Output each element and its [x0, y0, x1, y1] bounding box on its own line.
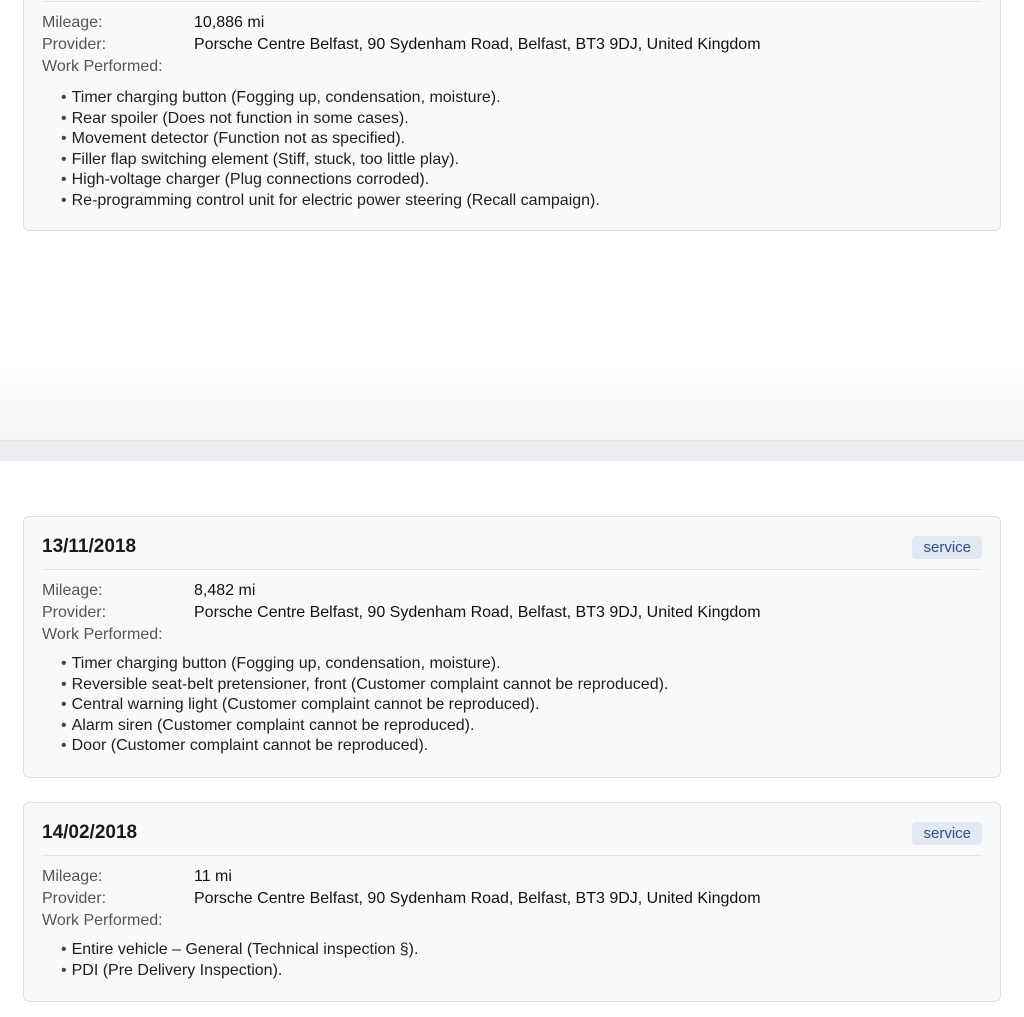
provider-value: Porsche Centre Belfast, 90 Sydenham Road, Belfast, BT3 9DJ, United Kingdom	[194, 604, 761, 621]
work-list	[61, 88, 600, 211]
work-list	[61, 940, 418, 981]
work-performed-label: Work Performed:	[42, 58, 163, 75]
record-date: 14/02/2018	[42, 822, 138, 843]
work-item: • Door (Customer complaint cannot be reproduced).	[61, 736, 668, 757]
work-item: • Central warning light (Customer complaint cannot be reproduced).	[61, 695, 668, 716]
record-type-badge: service	[912, 822, 982, 845]
card-header	[42, 517, 982, 570]
provider-label: Provider:	[42, 36, 107, 53]
service-record-card	[23, 0, 1001, 231]
provider-label: Provider:	[42, 890, 107, 907]
work-item: • Entire vehicle – General (Technical inspection §).	[61, 940, 418, 961]
record-type-badge: service	[912, 536, 982, 559]
work-item: • Timer charging button (Fogging up, condensation, moisture).	[61, 654, 668, 675]
mileage-label: Mileage:	[42, 14, 103, 31]
work-item: • Timer charging button (Fogging up, condensation, moisture).	[61, 88, 600, 109]
service-record-card	[23, 516, 1001, 778]
work-item: • Rear spoiler (Does not function in some cases).	[61, 109, 600, 130]
section-divider	[0, 440, 1024, 461]
mileage-value: 10,886 mi	[194, 14, 265, 31]
provider-value: Porsche Centre Belfast, 90 Sydenham Road, Belfast, BT3 9DJ, United Kingdom	[194, 890, 761, 907]
mileage-value: 11 mi	[194, 868, 232, 885]
work-item: • Alarm siren (Customer complaint cannot be reproduced).	[61, 716, 668, 737]
work-item: • Movement detector (Function not as specified).	[61, 129, 600, 150]
provider-value: Porsche Centre Belfast, 90 Sydenham Road, Belfast, BT3 9DJ, United Kingdom	[194, 36, 761, 53]
work-item: • PDI (Pre Delivery Inspection).	[61, 961, 418, 982]
work-performed-label: Work Performed:	[42, 626, 163, 643]
provider-label: Provider:	[42, 604, 107, 621]
work-list	[61, 654, 668, 757]
page-gap	[0, 232, 1024, 442]
work-item: • Re-programming control unit for electric power steering (Recall campaign).	[61, 191, 600, 212]
card-header-divider	[42, 1, 982, 2]
work-performed-label: Work Performed:	[42, 912, 163, 929]
record-date: 13/11/2018	[42, 536, 137, 557]
mileage-label: Mileage:	[42, 868, 103, 885]
work-item: • Filler flap switching element (Stiff, stuck, too little play).	[61, 150, 600, 171]
work-item: • Reversible seat-belt pretensioner, front (Customer complaint cannot be reproduced).	[61, 675, 668, 696]
work-item: • High-voltage charger (Plug connections corroded).	[61, 170, 600, 191]
mileage-label: Mileage:	[42, 582, 103, 599]
service-record-card	[23, 802, 1001, 1002]
mileage-value: 8,482 mi	[194, 582, 256, 599]
card-header	[42, 803, 982, 856]
